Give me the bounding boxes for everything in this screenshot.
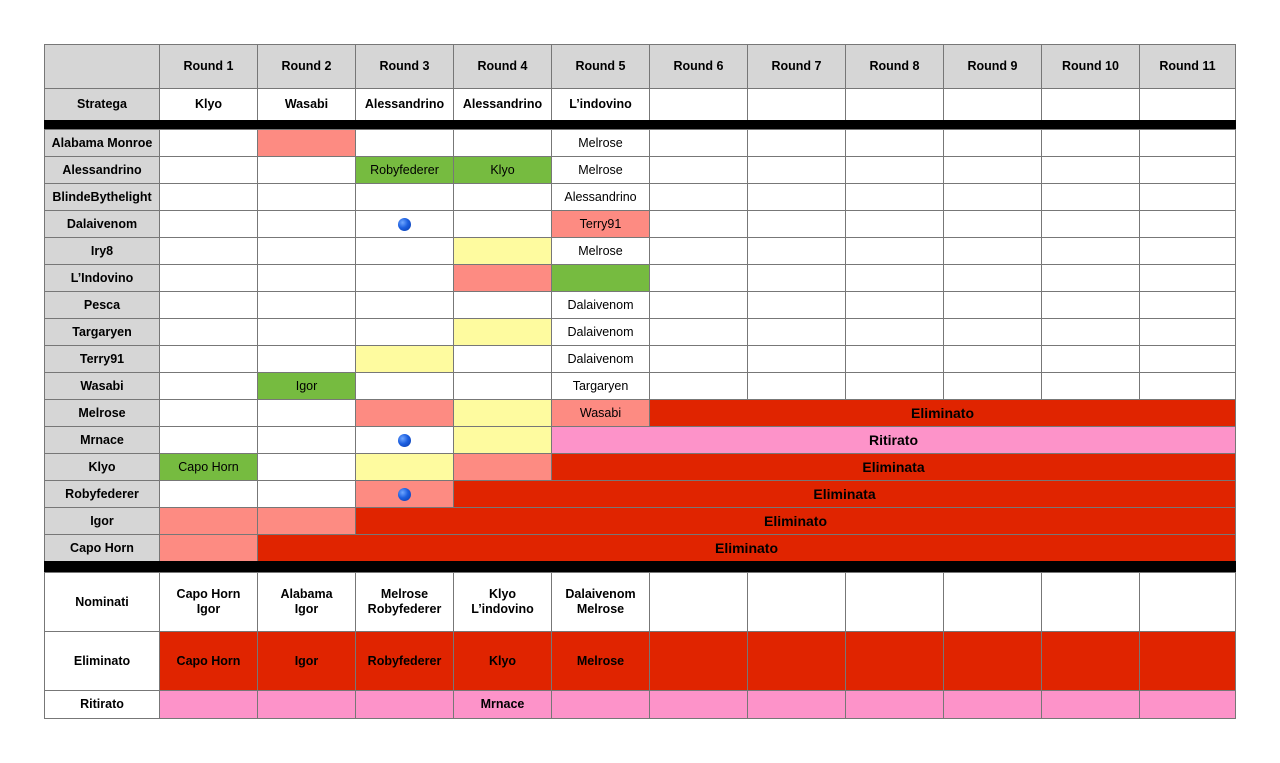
round-header <box>747 44 846 89</box>
stratega-value-text: L’indovino <box>569 97 632 111</box>
vote-cell <box>845 183 944 211</box>
vote-cell <box>355 156 454 184</box>
vote-cell <box>159 264 258 292</box>
round-header-text: Round 10 <box>1062 59 1119 73</box>
vote-cell <box>355 291 454 319</box>
vote-cell-text: Robyfederer <box>370 162 439 177</box>
player-name-text: Pesca <box>83 297 121 312</box>
vote-cell <box>845 291 944 319</box>
vote-cell-text: Terry91 <box>579 216 622 231</box>
nominati-value-text: Dalaivenom Melrose <box>565 587 636 616</box>
vote-cell <box>649 156 748 184</box>
nominati-value <box>747 572 846 632</box>
vote-cell-text: Melrose <box>578 135 623 150</box>
round-header <box>257 44 356 89</box>
player-name <box>44 183 160 211</box>
stratega-value <box>159 88 258 121</box>
vote-cell <box>355 426 454 454</box>
vote-cell <box>355 318 454 346</box>
status-banner-text: Eliminato <box>714 539 778 556</box>
vote-cell-text: Melrose <box>578 243 623 258</box>
player-name <box>44 507 160 535</box>
vote-cell <box>355 183 454 211</box>
player-name <box>44 453 160 481</box>
vote-cell <box>649 264 748 292</box>
round-header <box>355 44 454 89</box>
ritirato-label-text: Ritirato <box>80 697 124 711</box>
vote-cell <box>453 453 552 481</box>
vote-cell <box>355 210 454 238</box>
player-name <box>44 237 160 265</box>
stratega-value <box>355 88 454 121</box>
vote-cell <box>845 318 944 346</box>
vote-cell <box>943 291 1042 319</box>
vote-cell <box>551 372 650 400</box>
ritirato-value <box>355 690 454 719</box>
vote-cell <box>943 345 1042 373</box>
player-name <box>44 534 160 562</box>
vote-cell <box>453 129 552 157</box>
section-divider <box>44 120 1236 129</box>
vote-cell <box>355 237 454 265</box>
player-name <box>44 264 160 292</box>
player-name-text: Igor <box>90 513 114 528</box>
vote-cell <box>355 480 454 508</box>
round-header <box>551 44 650 89</box>
stratega-value <box>845 88 944 121</box>
vote-cell <box>159 318 258 346</box>
round-header-text: Round 2 <box>281 59 332 73</box>
vote-cell <box>453 237 552 265</box>
vote-cell-text: Alessandrino <box>564 189 637 204</box>
status-banner-text: Eliminata <box>813 485 876 502</box>
vote-cell <box>551 318 650 346</box>
eliminato-value-text: Igor <box>294 653 319 668</box>
round-header <box>1139 44 1236 89</box>
blue-dot-icon <box>398 488 411 501</box>
vote-cell <box>1139 372 1236 400</box>
vote-cell <box>1041 291 1140 319</box>
vote-cell <box>1139 264 1236 292</box>
vote-cell <box>257 507 356 535</box>
player-name <box>44 480 160 508</box>
vote-cell <box>453 291 552 319</box>
eliminato-value <box>355 631 454 691</box>
vote-cell <box>159 453 258 481</box>
player-name <box>44 291 160 319</box>
status-banner-text: Eliminato <box>910 404 974 421</box>
vote-cell <box>1041 372 1140 400</box>
status-banner-text: Eliminato <box>763 512 827 529</box>
vote-cell <box>943 264 1042 292</box>
player-name-text: Melrose <box>78 405 126 420</box>
status-banner <box>551 426 1236 454</box>
blue-dot-icon <box>398 218 411 231</box>
vote-cell <box>943 129 1042 157</box>
eliminato-value-text: Klyo <box>488 653 517 668</box>
blue-dot-icon <box>398 434 411 447</box>
vote-cell <box>1139 156 1236 184</box>
player-name-text: Alabama Monroe <box>51 135 153 150</box>
vote-cell <box>649 183 748 211</box>
vote-cell <box>453 426 552 454</box>
vote-cell <box>649 291 748 319</box>
vote-cell <box>845 372 944 400</box>
vote-cell <box>159 426 258 454</box>
vote-cell <box>551 210 650 238</box>
vote-cell <box>551 345 650 373</box>
eliminato-value-text: Robyfederer <box>367 653 442 668</box>
vote-cell <box>551 156 650 184</box>
vote-cell <box>159 399 258 427</box>
vote-cell <box>1139 210 1236 238</box>
round-header <box>845 44 944 89</box>
player-name-text: Wasabi <box>80 378 124 393</box>
vote-cell <box>845 156 944 184</box>
player-name <box>44 318 160 346</box>
stratega-label <box>44 88 160 121</box>
round-header-text: Round 6 <box>673 59 724 73</box>
vote-cell-text: Dalaivenom <box>567 324 634 339</box>
status-banner-text: Eliminata <box>862 458 925 475</box>
ritirato-value <box>845 690 944 719</box>
stratega-value <box>943 88 1042 121</box>
vote-cell <box>257 183 356 211</box>
vote-cell <box>649 237 748 265</box>
eliminato-value-text: Capo Horn <box>176 653 241 668</box>
vote-cell <box>551 237 650 265</box>
vote-cell <box>747 183 846 211</box>
vote-cell <box>551 129 650 157</box>
vote-cell <box>453 210 552 238</box>
ritirato-value-text: Mrnace <box>480 697 525 711</box>
vote-cell <box>257 453 356 481</box>
vote-cell <box>257 399 356 427</box>
nominati-label <box>44 572 160 632</box>
vote-cell <box>159 345 258 373</box>
vote-cell <box>845 129 944 157</box>
player-name <box>44 399 160 427</box>
vote-cell <box>747 237 846 265</box>
ritirato-label <box>44 690 160 719</box>
vote-cell <box>551 264 650 292</box>
round-header <box>649 44 748 89</box>
vote-cell <box>943 183 1042 211</box>
vote-cell <box>159 507 258 535</box>
vote-cell <box>159 237 258 265</box>
nominati-value <box>355 572 454 632</box>
vote-cell <box>1139 129 1236 157</box>
vote-cell-text: Targaryen <box>572 378 629 393</box>
player-name-text: BlindeBythelight <box>52 189 152 204</box>
stratega-value-text: Klyo <box>194 97 223 111</box>
round-header-text: Round 8 <box>869 59 920 73</box>
nominati-value <box>1041 572 1140 632</box>
vote-cell <box>1041 183 1140 211</box>
vote-cell <box>257 237 356 265</box>
vote-cell <box>159 480 258 508</box>
round-header-text: Round 4 <box>477 59 528 73</box>
status-banner <box>649 399 1236 427</box>
vote-cell <box>159 534 258 562</box>
player-name-text: Alessandrino <box>62 162 142 177</box>
vote-cell <box>257 156 356 184</box>
vote-cell <box>551 183 650 211</box>
ritirato-value <box>1139 690 1236 719</box>
vote-cell <box>257 372 356 400</box>
eliminato-value <box>747 631 846 691</box>
vote-cell-text: Klyo <box>490 162 515 177</box>
player-name-text: Klyo <box>88 459 116 474</box>
vote-cell <box>747 156 846 184</box>
vote-cell <box>453 372 552 400</box>
eliminato-value <box>943 631 1042 691</box>
vote-cell <box>159 372 258 400</box>
vote-cell <box>453 345 552 373</box>
vote-cell <box>747 129 846 157</box>
vote-cell <box>747 345 846 373</box>
eliminato-value <box>551 631 650 691</box>
vote-cell <box>159 156 258 184</box>
vote-cell <box>649 345 748 373</box>
round-header <box>453 44 552 89</box>
player-name <box>44 426 160 454</box>
vote-cell <box>943 237 1042 265</box>
vote-cell <box>845 345 944 373</box>
player-name-text: Mrnace <box>80 432 124 447</box>
vote-cell <box>551 399 650 427</box>
stratega-value-text: Alessandrino <box>462 97 543 111</box>
vote-cell <box>1041 345 1140 373</box>
player-name <box>44 210 160 238</box>
vote-cell <box>747 210 846 238</box>
status-banner <box>257 534 1236 562</box>
status-banner <box>355 507 1236 535</box>
vote-cell <box>943 156 1042 184</box>
vote-cell <box>845 210 944 238</box>
ritirato-value <box>1041 690 1140 719</box>
round-header-text: Round 11 <box>1159 59 1216 73</box>
vote-cell <box>257 345 356 373</box>
player-name-text: Capo Horn <box>70 540 134 555</box>
nominati-value-text: Melrose Robyfederer <box>367 587 442 616</box>
stratega-value <box>1139 88 1236 121</box>
vote-cell <box>649 372 748 400</box>
stratega-value <box>453 88 552 121</box>
corner-cell <box>44 44 160 89</box>
round-header-text: Round 9 <box>967 59 1018 73</box>
vote-cell <box>453 156 552 184</box>
nominati-value <box>453 572 552 632</box>
player-name <box>44 156 160 184</box>
ritirato-value <box>649 690 748 719</box>
vote-cell <box>257 426 356 454</box>
vote-cell <box>845 237 944 265</box>
vote-cell <box>1041 318 1140 346</box>
round-header <box>943 44 1042 89</box>
vote-cell <box>257 291 356 319</box>
eliminato-value <box>257 631 356 691</box>
vote-cell-text: Dalaivenom <box>567 351 634 366</box>
player-name-text: L’Indovino <box>70 270 134 285</box>
vote-cell <box>355 345 454 373</box>
nominati-label-text: Nominati <box>75 594 129 609</box>
eliminato-value <box>649 631 748 691</box>
eliminato-value-text: Melrose <box>576 653 625 668</box>
stratega-value <box>257 88 356 121</box>
round-header-text: Round 1 <box>183 59 234 73</box>
vote-cell <box>453 318 552 346</box>
round-header <box>159 44 258 89</box>
vote-cell <box>1139 183 1236 211</box>
vote-cell <box>649 318 748 346</box>
ritirato-value <box>943 690 1042 719</box>
ritirato-value <box>453 690 552 719</box>
vote-cell <box>1041 210 1140 238</box>
player-name-text: Robyfederer <box>65 486 139 501</box>
round-header-text: Round 3 <box>379 59 430 73</box>
eliminato-value <box>1139 631 1236 691</box>
round-header-text: Round 7 <box>771 59 822 73</box>
vote-cell <box>649 129 748 157</box>
vote-cell <box>1041 129 1140 157</box>
vote-cell <box>747 372 846 400</box>
status-banner <box>551 453 1236 481</box>
ritirato-value <box>747 690 846 719</box>
vote-cell <box>257 480 356 508</box>
vote-cell <box>159 183 258 211</box>
nominati-value <box>649 572 748 632</box>
eliminato-label <box>44 631 160 691</box>
vote-cell <box>355 264 454 292</box>
vote-cell <box>747 318 846 346</box>
vote-cell <box>1139 345 1236 373</box>
vote-cell <box>355 399 454 427</box>
player-name-text: Iry8 <box>90 243 114 258</box>
stratega-value <box>551 88 650 121</box>
vote-cell <box>649 210 748 238</box>
player-name <box>44 372 160 400</box>
nominati-value <box>845 572 944 632</box>
vote-cell <box>1139 318 1236 346</box>
vote-cell <box>257 129 356 157</box>
vote-cell <box>159 291 258 319</box>
round-header <box>1041 44 1140 89</box>
nominati-value <box>551 572 650 632</box>
eliminato-value <box>1041 631 1140 691</box>
vote-cell <box>355 372 454 400</box>
nominati-value-text: Klyo L’indovino <box>471 587 534 616</box>
player-name <box>44 345 160 373</box>
vote-cell <box>159 210 258 238</box>
eliminato-value <box>159 631 258 691</box>
vote-cell <box>453 183 552 211</box>
stratega-value <box>747 88 846 121</box>
eliminato-value <box>845 631 944 691</box>
player-name-text: Dalaivenom <box>66 216 138 231</box>
vote-cell <box>453 399 552 427</box>
vote-cell <box>943 372 1042 400</box>
stratega-value-text: Wasabi <box>284 97 329 111</box>
vote-cell <box>943 210 1042 238</box>
vote-cell <box>257 318 356 346</box>
vote-cell <box>1041 237 1140 265</box>
ritirato-value <box>257 690 356 719</box>
nominati-value-text: Capo Horn Igor <box>176 587 241 616</box>
player-name <box>44 129 160 157</box>
vote-cell <box>1139 291 1236 319</box>
ritirato-value <box>159 690 258 719</box>
stratega-value <box>1041 88 1140 121</box>
elimination-table <box>44 44 1235 717</box>
vote-cell <box>845 264 944 292</box>
vote-cell <box>747 291 846 319</box>
vote-cell <box>747 264 846 292</box>
vote-cell <box>257 210 356 238</box>
vote-cell-text: Melrose <box>578 162 623 177</box>
eliminato-label-text: Eliminato <box>73 653 131 668</box>
player-name-text: Targaryen <box>72 324 132 339</box>
vote-cell <box>943 318 1042 346</box>
vote-cell <box>355 129 454 157</box>
vote-cell <box>1041 264 1140 292</box>
vote-cell <box>257 264 356 292</box>
vote-cell <box>1139 237 1236 265</box>
section-divider <box>44 561 1236 572</box>
status-banner-text: Ritirato <box>869 431 918 448</box>
stratega-label-text: Stratega <box>76 97 128 111</box>
nominati-value <box>159 572 258 632</box>
player-name-text: Terry91 <box>79 351 125 366</box>
eliminato-value <box>453 631 552 691</box>
nominati-value <box>1139 572 1236 632</box>
vote-cell-text: Igor <box>295 378 318 393</box>
nominati-value <box>943 572 1042 632</box>
vote-cell <box>159 129 258 157</box>
stratega-value <box>649 88 748 121</box>
vote-cell-text: Dalaivenom <box>567 297 634 312</box>
ritirato-value <box>551 690 650 719</box>
vote-cell-text: Wasabi <box>579 405 622 420</box>
status-banner <box>453 480 1236 508</box>
stratega-value-text: Alessandrino <box>364 97 445 111</box>
vote-cell <box>355 453 454 481</box>
nominati-value-text: Alabama Igor <box>280 587 333 616</box>
vote-cell <box>1041 156 1140 184</box>
round-header-text: Round 5 <box>575 59 626 73</box>
vote-cell <box>453 264 552 292</box>
vote-cell <box>551 291 650 319</box>
nominati-value <box>257 572 356 632</box>
vote-cell-text: Capo Horn <box>178 459 239 474</box>
